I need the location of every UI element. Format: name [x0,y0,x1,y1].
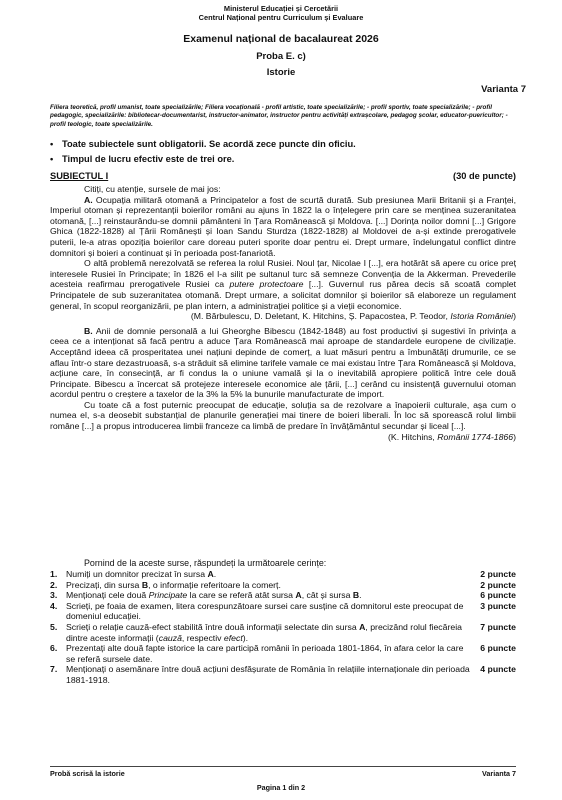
question-item: 1. 2 puncte Numiți un domnitor precizat în sursa A. [50,569,516,579]
question-item: 4. 3 puncte Scrieți, pe foaia de examen, litera corespunzătoare sursei care susține că domnitorul este preocupat de domeniul educației. [50,600,516,622]
question-item: 7. 4 puncte Menționați o asemănare între două acțiuni desfășurate de România în relațiile internaționale din perioada 1881-1918. [50,664,516,685]
rule-item: • Toate subiectele sunt obligatorii. Se acordă zece puncte din oficiu. [50,137,520,152]
exam-title: Examenul național de bacalaureat 2026 [183,33,379,45]
footer-divider [50,766,516,767]
exam-proba: Proba E. c) [256,51,306,62]
question-item: 6. 6 puncte Prezentați alte două fapte istorice la care participă românii în perioada 1801-1864, în afara celor la care se referă sursele date. [50,643,516,664]
page-number: Pagina 1 din 2 [256,783,306,792]
subject-points: (30 de puncte) [452,171,516,181]
rule-item: • Timpul de lucru efectiv este de trei ore. [50,152,520,167]
question-points: 2 puncte [480,569,516,579]
center-name: Centrul Național pentru Curriculum și Evaluare [198,13,364,22]
question-number: 3. [50,590,58,601]
question-number: 2. [50,579,58,590]
ministry-name: Ministerul Educației și Cercetării [223,4,339,13]
subject-label: SUBIECTUL I [50,171,109,181]
exam-rules [50,137,520,167]
sources-text [50,184,516,442]
question-number: 1. [50,569,58,579]
ministry-header [0,4,562,22]
question-points: 4 puncte [480,664,516,675]
question-item: 5. 7 puncte Scrieți o relație cauză-efect stabilită între două informații selectate din sursa A, precizând rolul fiecăreia dintre aceste informații (cauză, respectiv efect). [50,621,516,643]
variant-label: Varianta 7 [481,84,526,95]
question-number: 7. [50,664,58,675]
question-points: 6 puncte [480,643,516,654]
footer-right: Varianta 7 [482,769,516,778]
fields-profiles: Filiera teoretică, profil umanist, toate specializările; Filiera vocațională - profil artistic, toate specializările; - profil sportiv, toate specializările; - profil pedagogic, specializările: bibliotecar-documentarist, instructor-animator, instructor pentru activități extrașcolare, pedagog școlar, educator-puericultor; - profil teologic, toate specializările. [50,104,508,128]
question-number: 6. [50,643,58,654]
source-b-letter: B. [84,325,93,336]
question-points: 2 puncte [480,579,516,590]
sources-intro: Citiți, cu atenție, sursele de mai jos: [84,184,221,194]
questions-list [50,569,516,686]
source-a-letter: A. [84,194,93,205]
question-number: 4. [50,600,58,611]
source-a-citation: (M. Bărbulescu, D. Deletant, K. Hitchins, Ș. Papacostea, P. Teodor, Istoria României) [190,311,516,322]
question-points: 6 puncte [480,590,516,601]
source-a-paragraph-2: O altă problemă nerezolvată se referea la rolul Rusiei. Noul țar, Nicolae I [...], era hotărât să apere cu orice preț interesele Rusiei în Principate; în 1826 el l-a silit pe sultanul turc să semneze Convenția de la Akkerman. Prevederile acesteia reafirmau prerogativele Rusiei ca putere protectoare [...]. Guvernul rus părea decis să scoată complet Principatele de sub suzeranitatea otomană. Drept urmare, a solicitat domnilor și boierilor să elaboreze un regulament general, în scopul reorganizării, pe plan intern, a administrației politice și a vieții economice. [50,258,517,311]
question-item: 3. 6 puncte Menționați cele două Principate la care se referă atât sursa A, cât și sursa B. [50,590,516,601]
footer-left: Probă scrisă la istorie [50,769,125,778]
question-item: 2. 2 puncte Precizați, din sursa B, o informație referitoare la comerț. [50,579,516,590]
exam-subject: Istorie [266,67,296,78]
subject-heading [50,171,516,181]
source-b-paragraph-1: B. Anii de domnie personală a lui Gheorghe Bibescu (1842-1848) au fost productivi și sugestivi în privința a ceea ce a intenționat să facă pentru a aduce Țara Românească mai aproape de standardele europene de civilizație. Acceptând ideea că prosperitatea unei națiuni depinde de comerț, a luat măsuri pentru a îmbunătăți drumurile, ce se aflau într-o stare dezastruoasă, s-a străduit să elimine tarifele vamale ce mai existau între Țara Românească și Moldova, acțiune care, în consecință, ar fi condus la o uniune vamală și la o inevitabilă apropiere politică între cele două Principate. Bibescu a încercat să protejeze interesele economice ale țării, [...] cerând cu insistență guvernului otoman acordul pentru o creștere a taxelor de la 3% la 5% la bunurile manufacturate de import. [50,325,517,400]
question-number: 5. [50,621,58,632]
question-points: 7 puncte [480,621,516,632]
source-b-citation: (K. Hitchins, Românii 1774-1866) [388,431,516,442]
source-b-paragraph-2: Cu toate că a fost puternic preocupat de educație, soluția sa de rezolvare a înapoierii culturale, așa cum o numea el, s-a deosebit substanțial de planurile generației mai tinere de boieri liberali. În loc să sporească rolul limbii române [...] a propus introducerea limbii franceze ca limbă de predare în învățământul secundar și liceal [...]. (K. Hitchins, Românii 1774-1866) [50,399,516,442]
source-a-paragraph-1: A. Ocupația militară otomană a Principatelor a fost de scurtă durată. Sub presiunea Marii Britanii și a Franței, Imperiul otoman și reprezentanții boierilor români au ajuns în 1822 la o înțelegere prin care se menținea suzeranitatea otomană, [...] reinstaurându-se domnii pământeni în Țara Românească și Moldova. [...] Dorința noilor domni [...] Grigore Ghica (1822-1828) al Țării Românești și Ioan Sandu Sturdza (1822-1828) al Moldovei de a-și extinde prerogativele puterii, le-a atras opoziția boierilor care doreau puteri sporite doar pentru ei. Drept urmare, îndelungatul conflict dintre domnitori și boieri a continuat și în perioada post-fanariotă. [50,194,516,258]
questions-intro: Pornind de la aceste surse, răspundeți la următoarele cerințe: [84,558,327,568]
question-points: 3 puncte [480,600,516,611]
